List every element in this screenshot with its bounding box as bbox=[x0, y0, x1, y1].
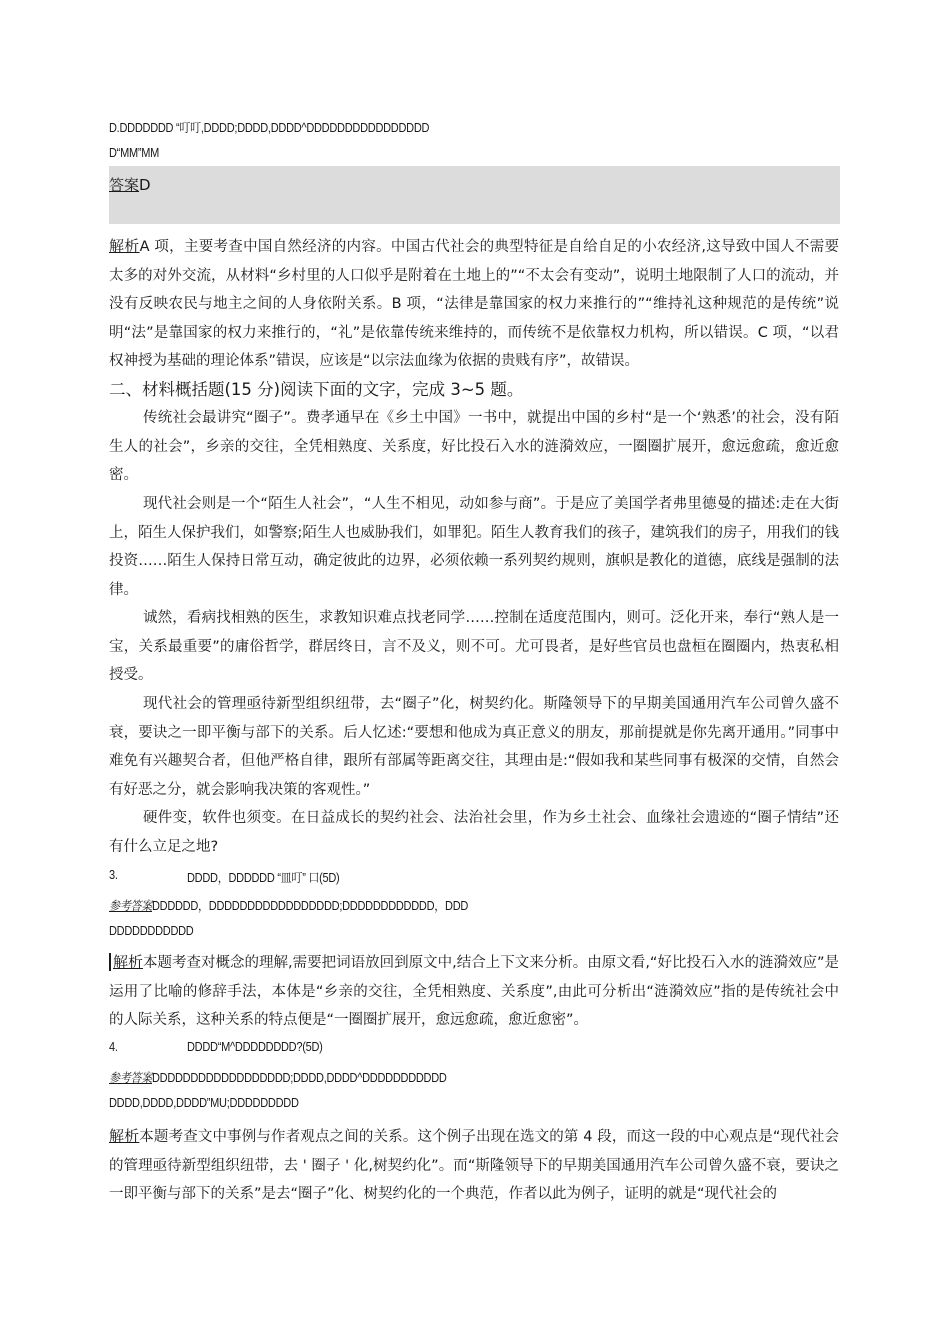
question-3-reference-line2: DDDDDDDDDDD bbox=[109, 924, 194, 938]
question-4-reference-line1 bbox=[109, 1068, 447, 1086]
question-4-reference-text: DDDDDDDDDDDDDDDDDD;DDDD,DDDD^DDDDDDDDDDD bbox=[151, 1071, 447, 1085]
section-heading: 二、材料概括题(15 分)阅读下面的文字，完成 3~5 题。 bbox=[109, 380, 524, 399]
answer-label: 答案 bbox=[109, 176, 140, 194]
question-4-number: 4. bbox=[109, 1040, 118, 1054]
passage-paragraph-1: 传统社会最讲究“圈子”。费孝通早在《乡土中国》一书中，就提出中国的乡村“是一个‘熟悉’的社会，没有陌生人的社会”，乡亲的交往，全凭相熟度、关系度，好比投石入水的涟漪效应，一圈圈扩展开，愈远愈疏，愈近愈密。 bbox=[109, 410, 840, 484]
question-3-reference-line1 bbox=[109, 896, 468, 914]
passage-paragraph-5: 硬件变，软件也须变。在日益成长的契约社会、法治社会里，作为乡土社会、血缘社会遗迹的“圈子情结”还有什么立足之地? bbox=[109, 810, 839, 855]
answer-box bbox=[109, 166, 840, 224]
question-4-analysis bbox=[109, 1122, 839, 1209]
analysis-1-text: A 项，主要考查中国自然经济的内容。中国古代社会的典型特征是自给自足的小农经济,这导致中国人不需要太多的对外交流，从材料“乡村里的人口似乎是附着在土地上的”“不太会有变动”，说明土地限制了人口的流动，并没有反映农民与地主之间的人身依附关系。B 项，“法律是靠国家的权力来推行的”“维持礼这种规范的是传统”说明“法”是靠国家的权力来推行的，“礼”是依靠传统来维持的，而传统不是依靠权力机构，所以错误。C 项，“以君权神授为基础的理论体系”错误，应该是“以宗法血缘为依据的贵贱有序”，故错误。 bbox=[109, 239, 839, 370]
question-4-analysis-label: 解析 bbox=[109, 1127, 140, 1145]
question-4-text: DDDD“M^DDDDDDDD?(5D) bbox=[187, 1040, 323, 1054]
question-3-reference-label: 参考答案 bbox=[109, 899, 152, 913]
analysis-1-label: 解析 bbox=[109, 237, 140, 255]
question-3-analysis-text: 本题考查对概念的理解,需要把词语放回到原文中,结合上下文来分析。由原文看,“好比投石入水的涟漪效应”是运用了比喻的修辞手法，本体是“乡亲的交往，全凭相熟度、关系度”,由此可分析出“涟漪效应”指的是传统社会中的人际关系，这种关系的特点便是“一圈圈扩展开，愈远愈疏，愈近愈密”。 bbox=[109, 955, 839, 1029]
question-3-number: 3. bbox=[109, 868, 118, 882]
passage-paragraph-2: 现代社会则是一个“陌生人社会”，“人生不相见，动如参与商”。于是应了美国学者弗里德曼的描述:走在大街上，陌生人保护我们，如警察;陌生人也威胁我们，如罪犯。陌生人教育我们的孩子，建筑我们的房子，用我们的钱投资……陌生人保持日常互动，确定彼此的边界，必须依赖一系列契约规则，旗帜是教化的道德，底线是强制的法律。 bbox=[109, 496, 839, 598]
passage-paragraph-4: 现代社会的管理亟待新型组织纽带，去“圈子”化，树契约化。斯隆领导下的早期美国通用汽车公司曾久盛不衰，要诀之一即平衡与部下的关系。后人忆述:“要想和他成为真正意义的朋友，那前提就是你先离开通用。”同事中难免有兴趣契合者，但他严格自律，跟所有部属等距离交往，其理由是:“假如我和某些同事有极深的交情，自然会有好恶之分，就会影响我决策的客观性。” bbox=[109, 696, 839, 798]
question-4-analysis-text: 本题考查文中事例与作者观点之间的关系。这个例子出现在选文的第 4 段，而这一段的中心观点是“现代社会的管理亟待新型组织纽带，去 ' 圈子 ' 化,树契约化”。而“斯隆领导下的早期美国通用汽车公司曾久盛不衰，要诀之一即平衡与部下的关系”是去“圈子”化、树契约化的一个典范，作者以此为例子，证明的就是“现代社会的 bbox=[109, 1129, 839, 1203]
answer-value: D bbox=[139, 176, 151, 194]
option-d-line2: D“MM”MM bbox=[109, 146, 160, 160]
answer-line bbox=[109, 174, 151, 195]
question-3-analysis-label: 解析 bbox=[109, 953, 143, 971]
question-3-text: DDDD，DDDDDD “皿叮” 口(5D) bbox=[187, 871, 340, 885]
question-4-reference-line2: DDDD,DDDD,DDDD”MU;DDDDDDDDD bbox=[109, 1096, 299, 1110]
passage-paragraph-3: 诚然，看病找相熟的医生，求教知识难点找老同学……控制在适度范围内，则可。泛化开来，奉行“熟人是一宝，关系最重要”的庸俗哲学，群居终日，言不及义，则不可。尤可畏者，是好些官员也盘桓在圈圈内，热衷私相授受。 bbox=[109, 610, 839, 684]
question-3-analysis bbox=[109, 948, 839, 1035]
analysis-1 bbox=[109, 232, 839, 376]
question-3-reference-text: DDDDDD，DDDDDDDDDDDDDDDDD;DDDDDDDDDDDD，DDD bbox=[151, 899, 469, 913]
question-4-reference-label: 参考答案 bbox=[109, 1071, 152, 1085]
option-d-line1: D.DDDDDDD “叮叮,DDDD;DDDD,DDDD^DDDDDDDDDDDDDDDD bbox=[109, 121, 430, 135]
